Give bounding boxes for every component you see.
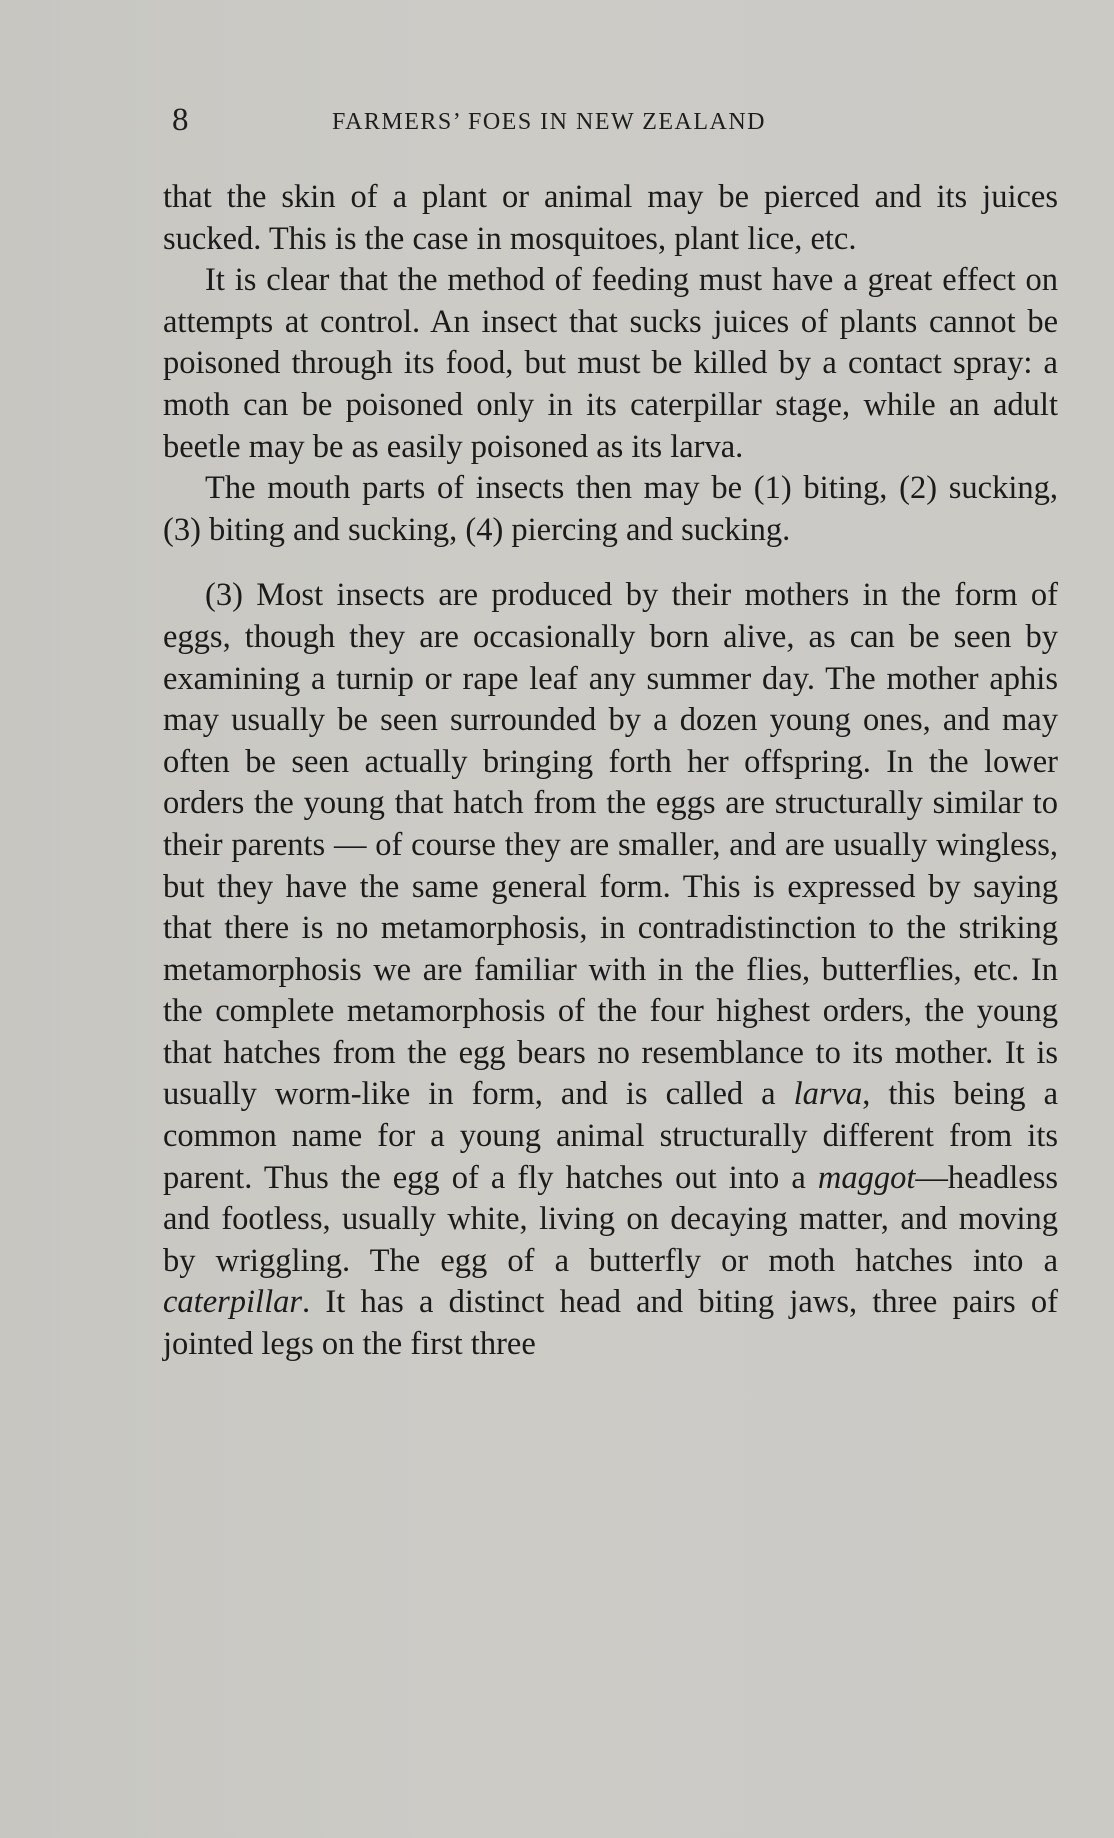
paragraph-3: The mouth parts of insects then may be (1) biting, (2) sucking, (3) biting and sucking, (4) piercing and sucking. [163,470,1058,548]
term-maggot: maggot [817,1159,916,1196]
paragraph-4-text-d: . It has a distinct head and biting jaws, three pairs of jointed legs on the first three [163,1284,1058,1363]
paragraph-2: It is clear that the method of feeding must have a great effect on attempts at control. An insect that sucks juices of plants cannot be poisoned through its food, but must be killed by a contact spray: a moth can be poisoned only in its caterpillar stage, while an adult beetle may be as easily poisoned as its larva. [163,262,1058,465]
running-head: FARMERS’ FOES IN NEW ZEALAND [332,109,767,135]
page-header [172,100,1040,140]
paragraph-1: that the skin of a plant or animal may be pierced and its juices sucked. This is the case in mosquitoes, plant lice, etc. [163,179,1058,257]
term-larva: larva [793,1076,863,1113]
term-caterpillar: caterpillar [163,1284,303,1321]
paragraph-4-text-c: —headless and footless, usually white, living on decaying matter, and moving by wriggling. The egg of a butterfly or moth hatches into a [163,1159,1059,1279]
paragraph-4-text-b: , this being a common name for a young animal structurally different from its parent. Thus the egg of a fly hatches out into a [163,1076,1059,1196]
paragraph-4-text-a: (3) Most insects are produced by their mothers in the form of eggs, though they are occasionally born alive, as can be seen by examining a turnip or rape leaf any summer day. The mother aphis may usually be seen surrounded by a dozen young ones, and may often be seen actually bringing forth her offspring. In the lower orders the young that hatch from the eggs are structurally similar to their parents — of course they are smaller, and are usually wingless, but they have the same general form. This is expressed by saying that there is no metamorphosis, in contradistinction to the striking metamorphosis we are familiar with in the flies, butterflies, etc. In the complete metamorphosis of the four highest orders, the young that hatches from the egg bears no resemblance to its mother. It is usually worm-like in form, and is called a [163,577,1058,1113]
body-text [163,177,1058,1366]
page-number: 8 [172,102,189,138]
paragraph-4 [163,575,1058,1365]
